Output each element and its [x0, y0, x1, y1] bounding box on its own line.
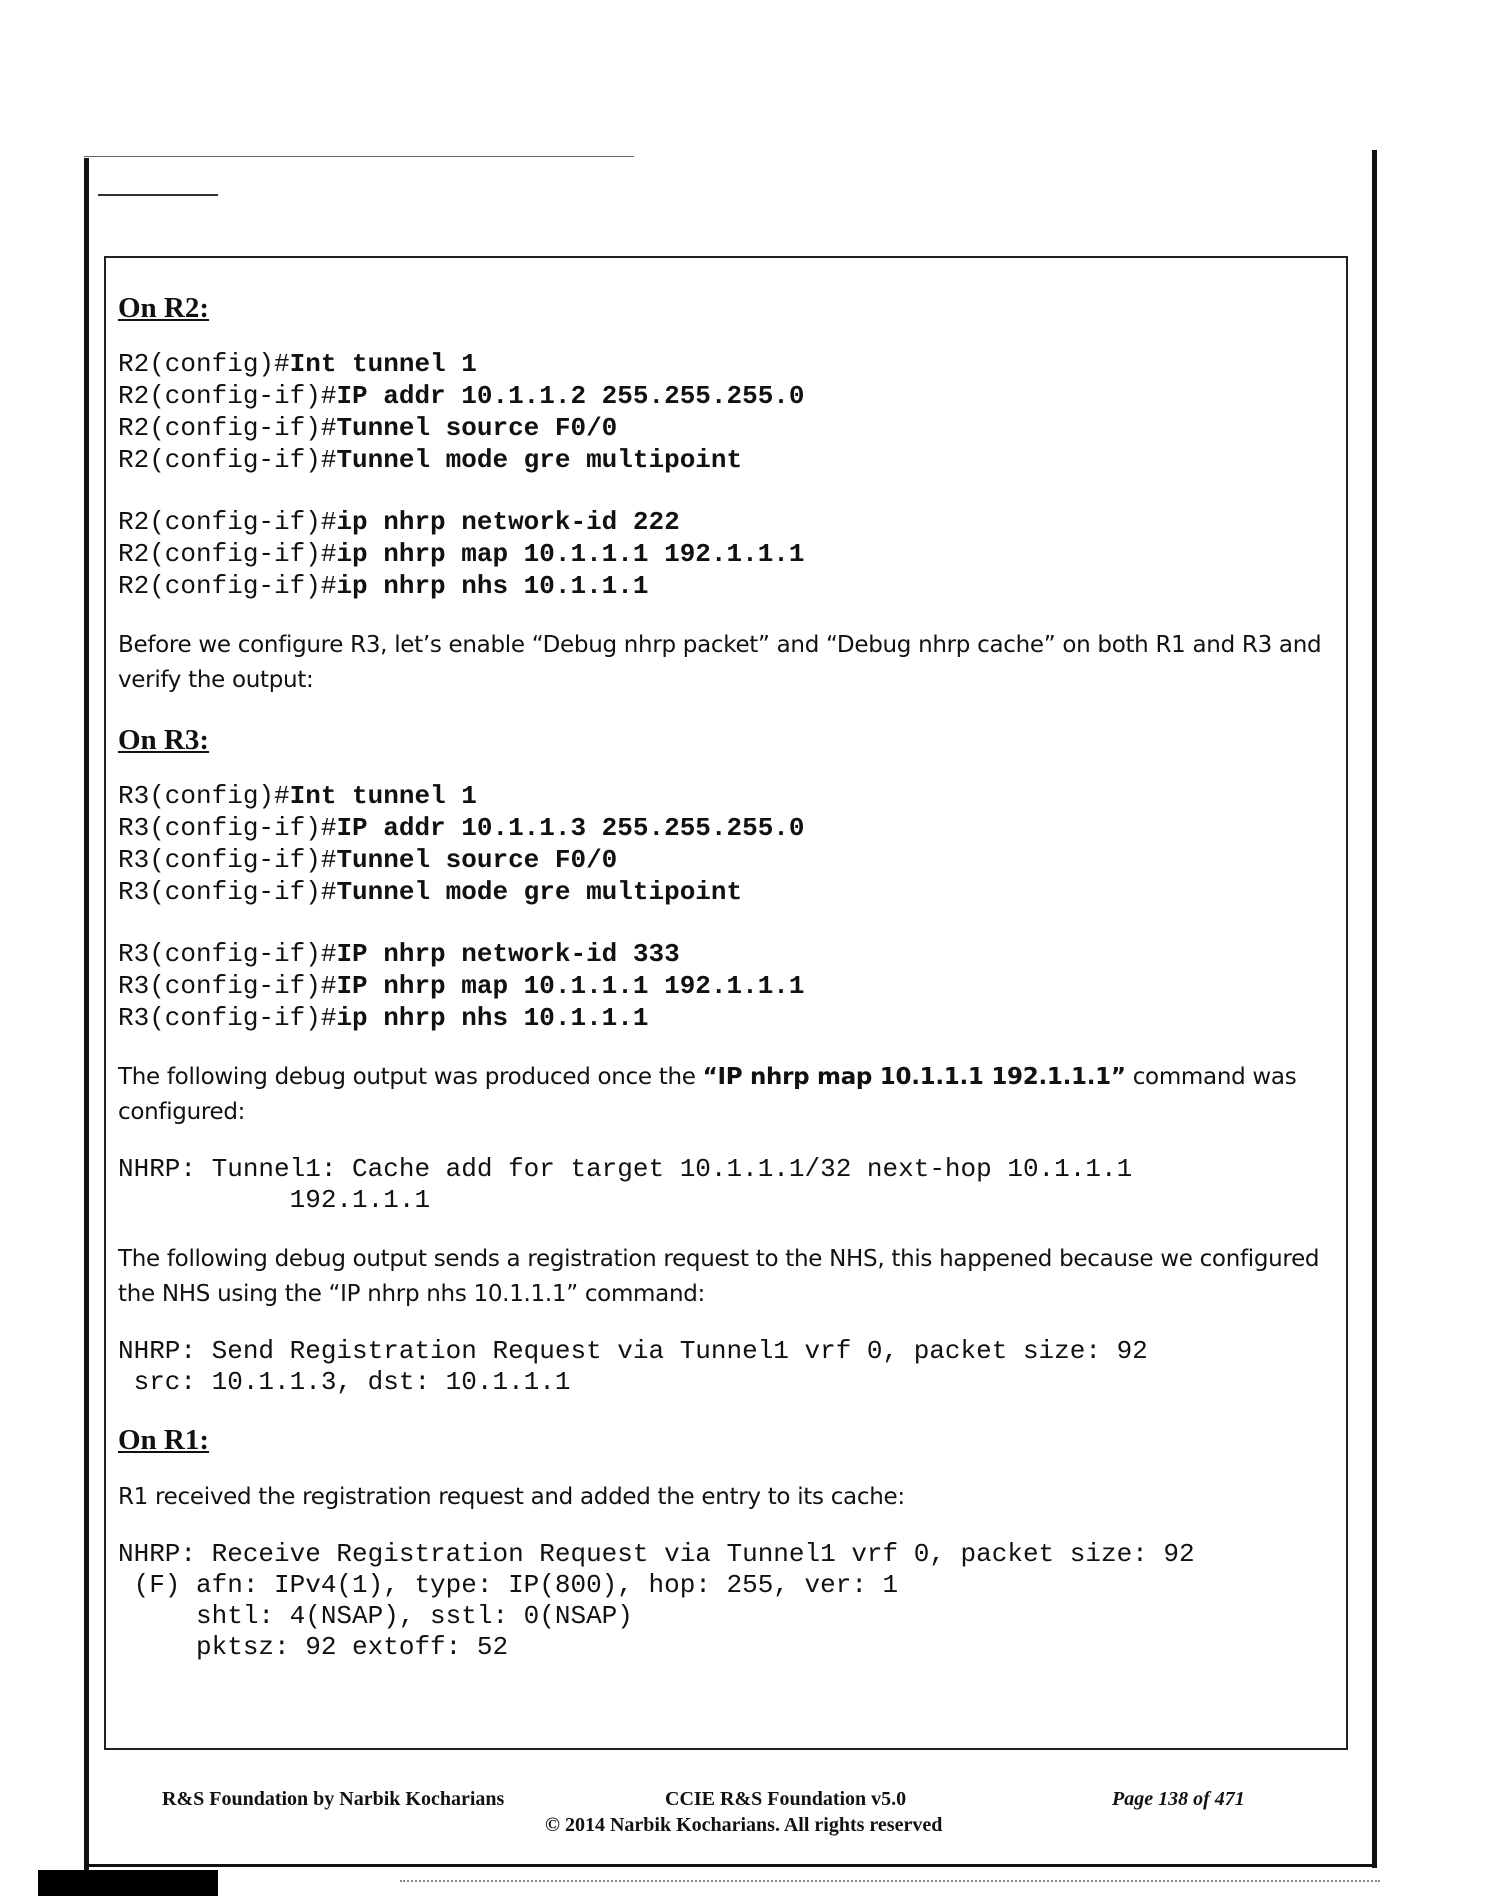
footer-page-number: Page 138 of 471 — [1112, 1788, 1245, 1810]
config-line — [118, 1002, 1332, 1034]
cli-prompt: R2(config-if)# — [118, 539, 337, 569]
cli-prompt: R3(config)# — [118, 781, 290, 811]
cli-command: Tunnel mode gre multipoint — [336, 445, 743, 475]
r2-config-block-a — [118, 348, 1332, 476]
scan-black-bar — [38, 1870, 218, 1896]
config-line — [118, 876, 1332, 908]
cli-command: ip nhrp nhs 10.1.1.1 — [336, 1003, 649, 1033]
cli-command: Tunnel mode gre multipoint — [336, 877, 743, 907]
footer-title: CCIE R&S Foundation v5.0 — [665, 1788, 907, 1810]
cli-prompt: R3(config-if)# — [118, 971, 337, 1001]
cli-command: IP addr 10.1.1.3 255.255.255.0 — [336, 813, 805, 843]
paragraph-registration: The following debug output sends a registration request to the NHS, this happened because we configured the NHS using the “IP nhrp nhs 10.1.1.1” command: — [118, 1246, 1320, 1307]
paragraph-debug-intro: Before we configure R3, let’s enable “Debug nhrp packet” and “Debug nhrp cache” on both R1 and R3 and verify the output: — [118, 632, 1322, 693]
r3-config-block-b — [118, 938, 1332, 1034]
config-line — [118, 780, 1332, 812]
scan-line-short — [98, 194, 218, 196]
config-line — [118, 538, 1332, 570]
config-line — [118, 412, 1332, 444]
cli-command: IP addr 10.1.1.2 255.255.255.0 — [336, 381, 805, 411]
debug-output-cache-add: NHRP: Tunnel1: Cache add for target 10.1.1.1/32 next-hop 10.1.1.1 192.1.1.1 — [118, 1154, 1133, 1215]
cli-prompt: R3(config-if)# — [118, 939, 337, 969]
cli-prompt: R3(config-if)# — [118, 845, 337, 875]
cli-prompt: R2(config-if)# — [118, 413, 337, 443]
footer-copyright: © 2014 Narbik Kocharians. All rights reserved — [545, 1814, 943, 1836]
cli-command: Tunnel source F0/0 — [336, 413, 618, 443]
cli-command: Tunnel source F0/0 — [336, 845, 618, 875]
section-heading-r1: On R1: — [118, 1424, 210, 1456]
cli-prompt: R2(config-if)# — [118, 381, 337, 411]
content-box — [104, 256, 1348, 1750]
config-line — [118, 348, 1332, 380]
cli-prompt: R2(config)# — [118, 349, 290, 379]
paragraph-r1-received: R1 received the registration request and added the entry to its cache: — [118, 1484, 905, 1510]
cli-prompt: R2(config-if)# — [118, 507, 337, 537]
r2-config-block-b — [118, 506, 1332, 602]
config-line — [118, 444, 1332, 476]
config-line — [118, 938, 1332, 970]
cli-command: Int tunnel 1 — [289, 781, 477, 811]
page-border-bottom — [86, 1864, 1376, 1867]
scan-noise — [400, 1880, 1380, 1882]
cli-command: IP nhrp map 10.1.1.1 192.1.1.1 — [336, 971, 805, 1001]
debug-output-send-registration: NHRP: Send Registration Request via Tunnel1 vrf 0, packet size: 92 src: 10.1.1.3, dst: 10.1.1.1 — [118, 1336, 1148, 1397]
config-line — [118, 570, 1332, 602]
r3-config-block-a — [118, 780, 1332, 908]
cli-command: Int tunnel 1 — [289, 349, 477, 379]
section-heading-r2: On R2: — [118, 292, 210, 324]
cli-prompt: R3(config-if)# — [118, 1003, 337, 1033]
config-line — [118, 380, 1332, 412]
debug-output-receive-registration: NHRP: Receive Registration Request via Tunnel1 vrf 0, packet size: 92 (F) afn: IPv4(1), type: IP(800), hop: 255, ver: 1 shtl: 4(NSAP), sstl: 0(NSAP) pktsz: 92 extoff: 52 — [118, 1539, 1195, 1662]
cli-command: ip nhrp network-id 222 — [336, 507, 680, 537]
config-line — [118, 506, 1332, 538]
footer-author: R&S Foundation by Narbik Kocharians — [162, 1788, 505, 1810]
cli-prompt: R3(config-if)# — [118, 813, 337, 843]
section-heading-r3: On R3: — [118, 724, 210, 756]
cli-command: ip nhrp nhs 10.1.1.1 — [336, 571, 649, 601]
cli-prompt: R2(config-if)# — [118, 445, 337, 475]
scan-line-top — [84, 156, 634, 157]
cli-prompt: R2(config-if)# — [118, 571, 337, 601]
cli-prompt: R3(config-if)# — [118, 877, 337, 907]
config-line — [118, 970, 1332, 1002]
page-border-right — [1372, 150, 1377, 1868]
cli-command: ip nhrp map 10.1.1.1 192.1.1.1 — [336, 539, 805, 569]
paragraph-map-debug: The following debug output was produced once the “IP nhrp map 10.1.1.1 192.1.1.1” command was configured: — [118, 1064, 1297, 1125]
page-border-left — [84, 158, 89, 1874]
config-line — [118, 844, 1332, 876]
cli-command: IP nhrp network-id 333 — [336, 939, 680, 969]
config-line — [118, 812, 1332, 844]
